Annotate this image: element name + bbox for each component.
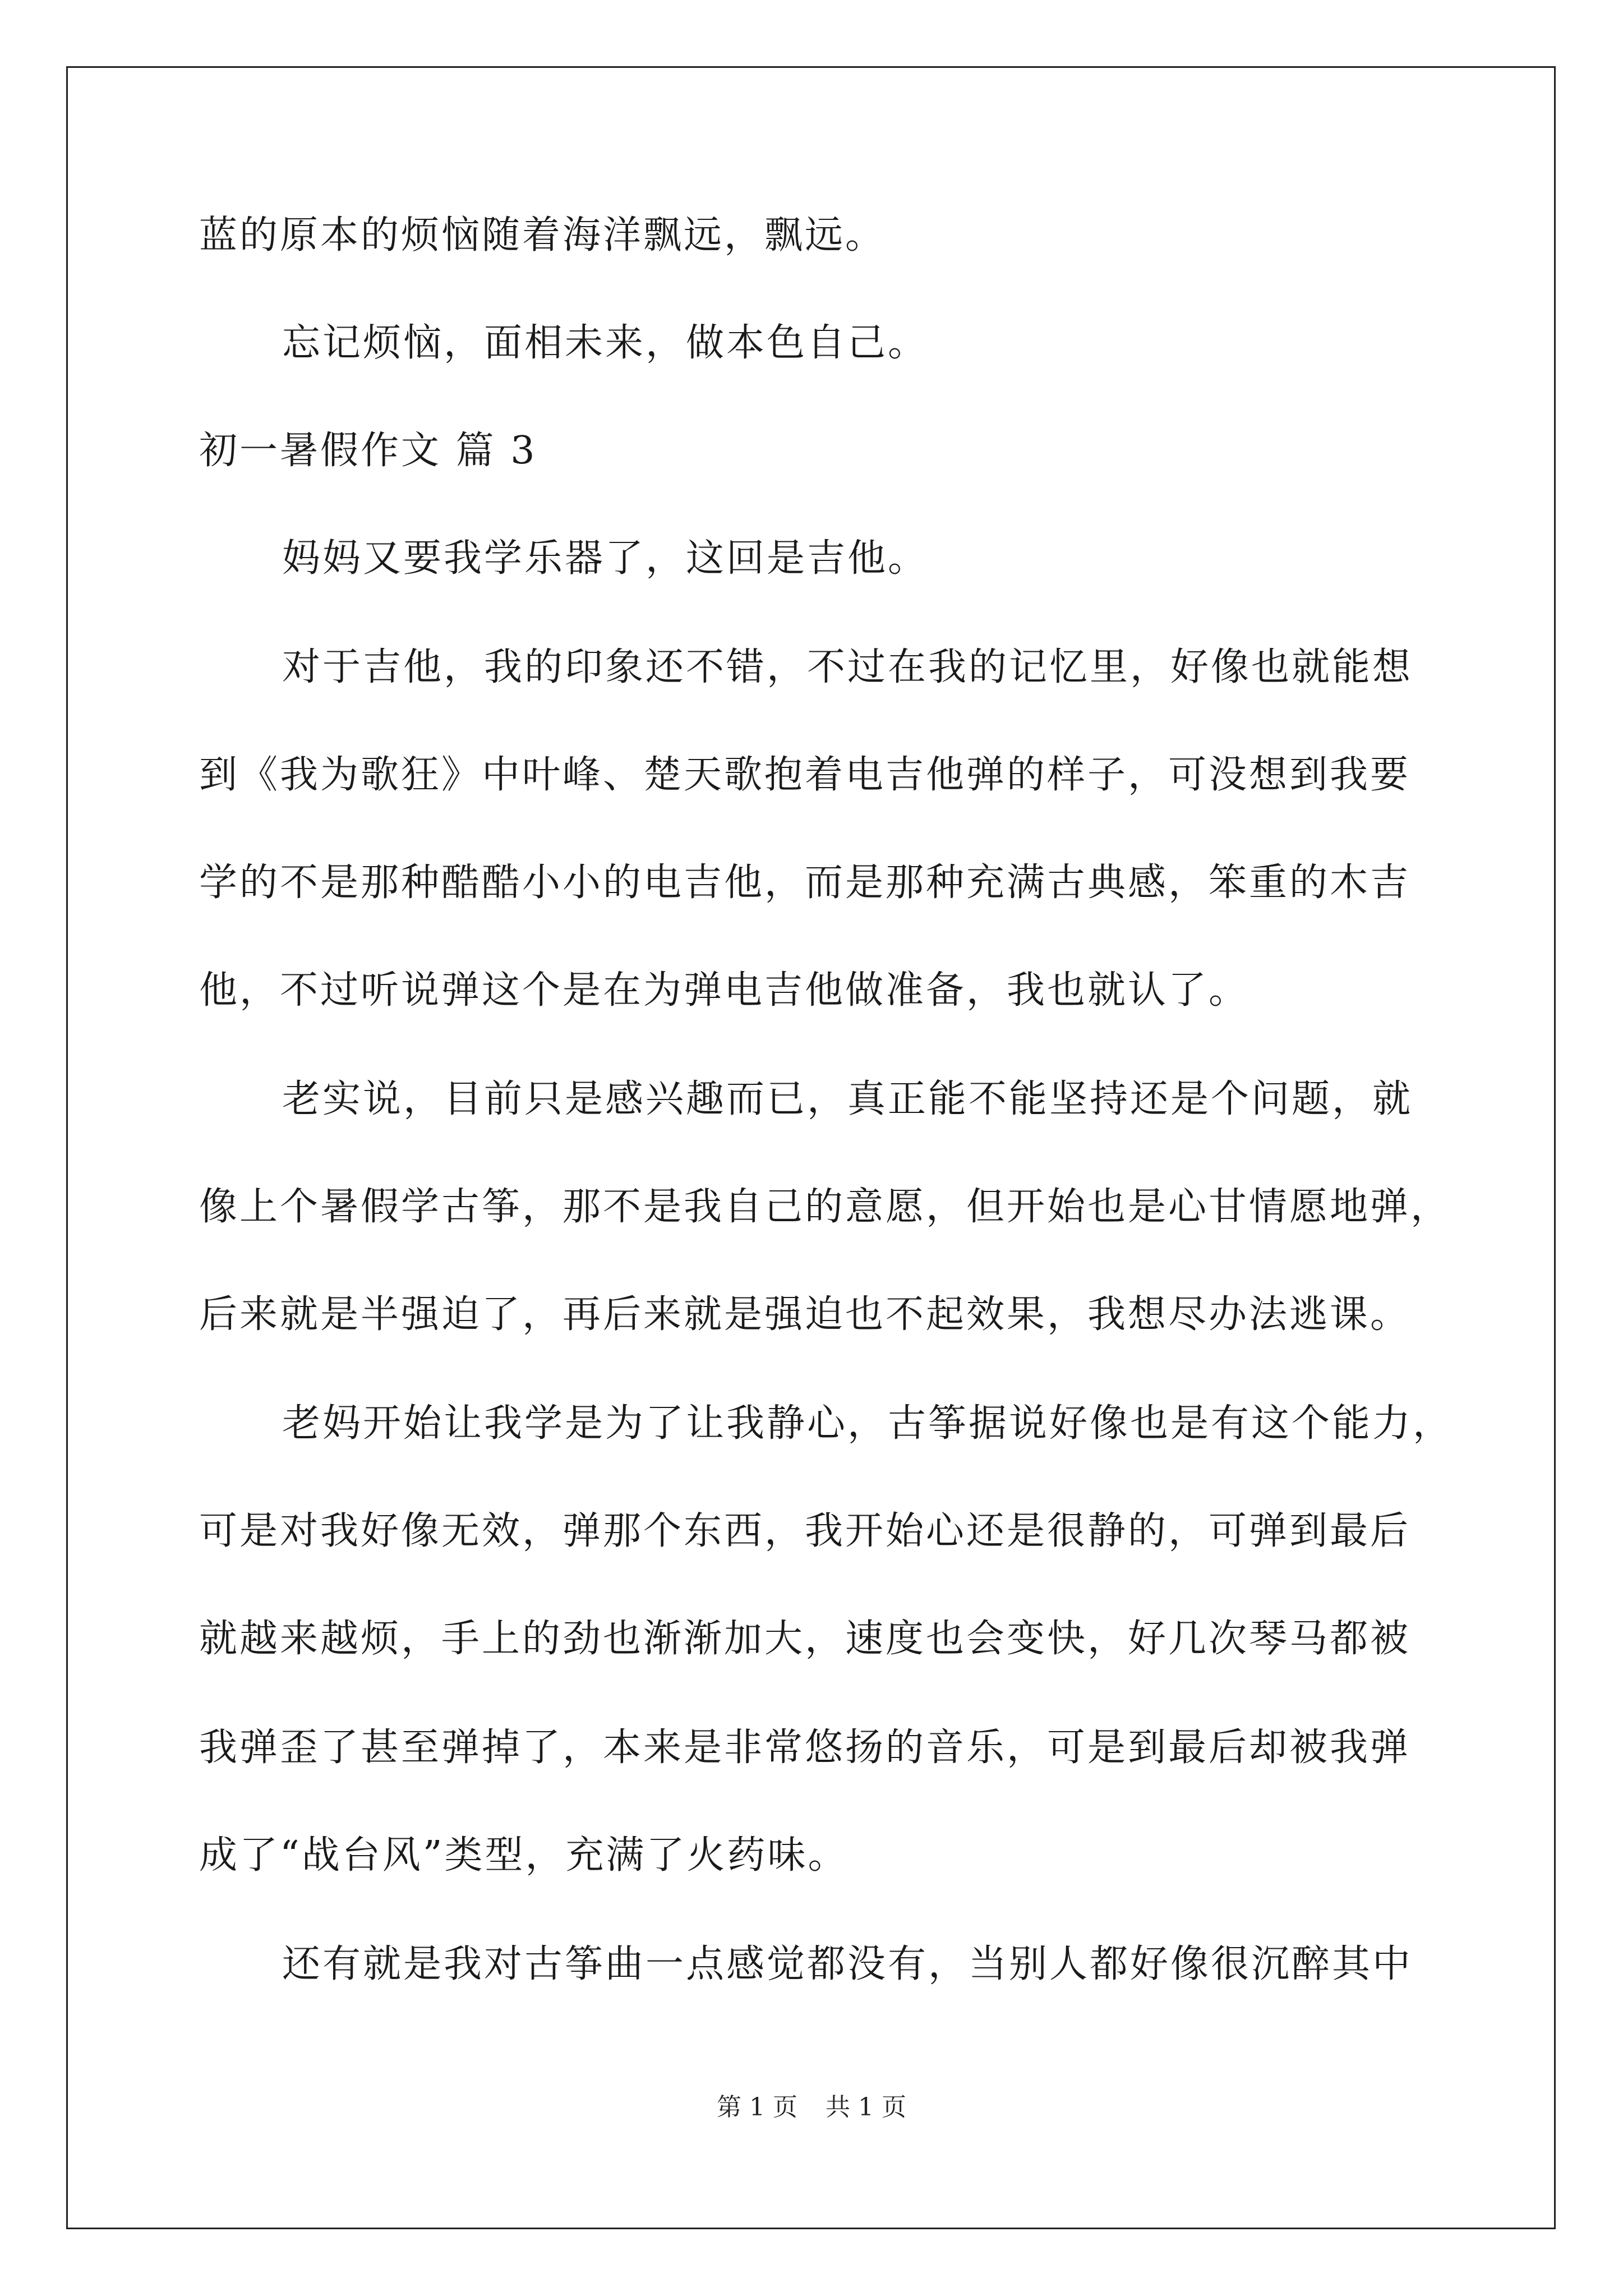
text-line: 我弹歪了甚至弹掉了，本来是非常悠扬的音乐，可是到最后却被我弹 <box>199 1726 1411 1770</box>
text-line: 蓝的原本的烦恼随着海洋飘远，飘远。 <box>199 213 886 257</box>
text-line: 还有就是我对古筝曲一点感觉都没有，当别人都好像很沉醉其中 <box>282 1942 1413 1986</box>
page-footer <box>0 2087 1623 2123</box>
text-line: 就越来越烦，手上的劲也渐渐加大，速度也会变快，好几次琴马都被 <box>199 1617 1411 1661</box>
text-line: 成了“战台风”类型，充满了火药味。 <box>199 1833 849 1878</box>
text-line: 像上个暑假学古筝，那不是我自己的意愿，但开始也是心甘情愿地弹， <box>199 1185 1451 1229</box>
text-line: 老实说，目前只是感兴趣而已，真正能不能坚持还是个问题，就 <box>282 1077 1413 1121</box>
page-frame <box>66 66 1556 2229</box>
text-line: 到《我为歌狂》中叶峰、楚天歌抱着电吉他弹的样子，可没想到我要 <box>199 753 1411 797</box>
text-line: 妈妈又要我学乐器了，这回是吉他。 <box>282 536 929 581</box>
text-line: 他，不过听说弹这个是在为弹电吉他做准备，我也就认了。 <box>199 968 1249 1013</box>
text-line: 后来就是半强迫了，再后来就是强迫也不起效果，我想尽办法逃课。 <box>199 1292 1411 1337</box>
page-number: 第 1 页 <box>717 2093 797 2122</box>
page-total: 共 1 页 <box>826 2093 906 2122</box>
text-line: 忘记烦恼，面相未来，做本色自己。 <box>282 321 929 365</box>
text-line: 对于吉他，我的印象还不错，不过在我的记忆里，好像也就能想 <box>282 645 1413 689</box>
section-heading: 初一暑假作文 篇 3 <box>199 429 537 473</box>
text-line: 老妈开始让我学是为了让我静心，古筝据说好像也是有这个能力， <box>282 1401 1454 1446</box>
text-line: 可是对我好像无效，弹那个东西，我开始心还是很静的，可弹到最后 <box>199 1509 1411 1553</box>
text-line: 学的不是那种酷酷小小的电吉他，而是那种充满古典感，笨重的木吉 <box>199 861 1411 905</box>
